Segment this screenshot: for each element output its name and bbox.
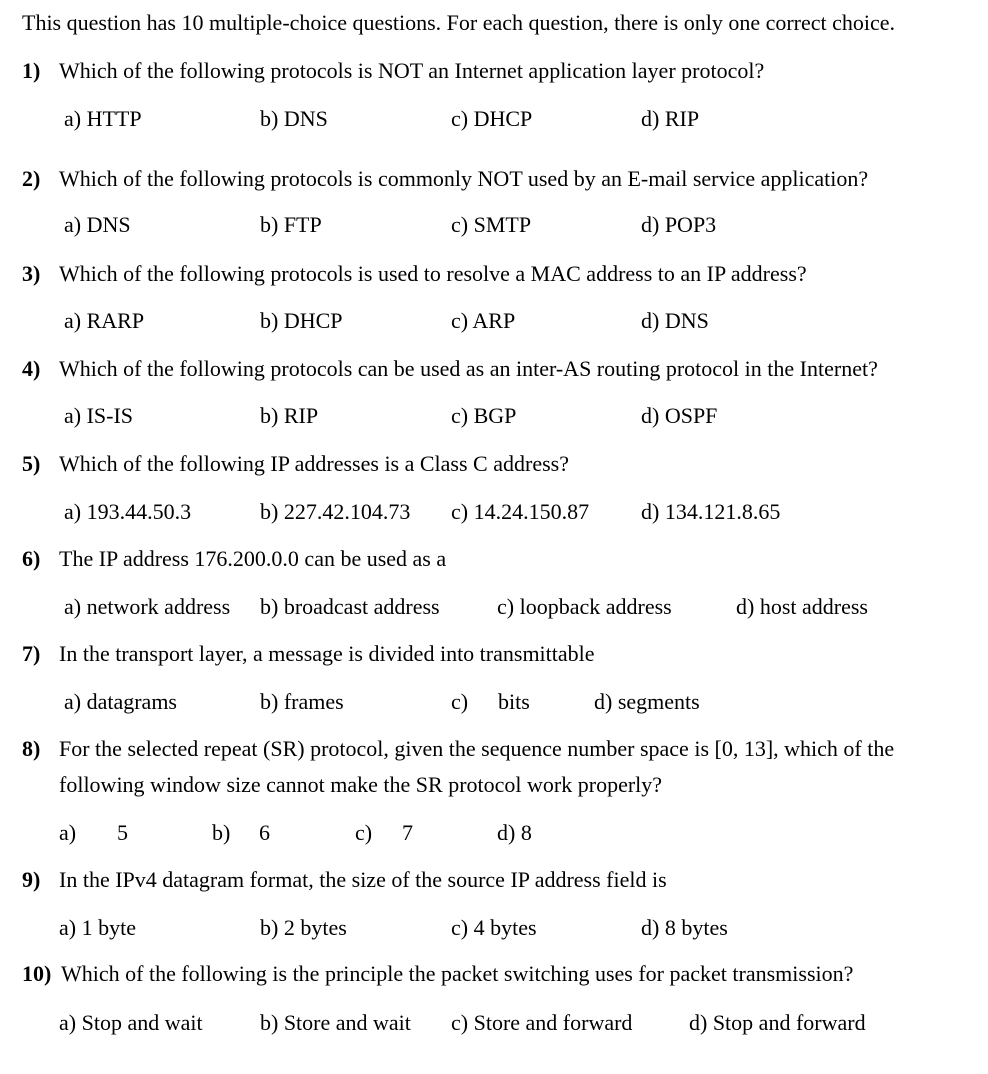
question-text: Which of the following IP addresses is a Class C address? xyxy=(59,451,569,476)
option-a-label: a) xyxy=(59,820,77,845)
option-d: d) host address xyxy=(736,594,868,619)
option-a: a) datagrams xyxy=(64,689,177,714)
option-d: d) POP3 xyxy=(641,212,717,237)
option-d: d) RIP xyxy=(641,106,700,131)
option-a: a) HTTP xyxy=(64,106,142,131)
option-a: a) 193.44.50.3 xyxy=(64,499,192,524)
option-b: b) broadcast address xyxy=(260,594,440,619)
question-number: 6) xyxy=(22,546,41,571)
question-text-line-2: following window size cannot make the SR protocol work properly? xyxy=(59,772,663,797)
option-a: a) 1 byte xyxy=(59,915,136,940)
option-c: c) 4 bytes xyxy=(451,915,537,940)
question-text: Which of the following protocols is NOT an Internet application layer protocol? xyxy=(59,58,765,83)
option-b: b) 2 bytes xyxy=(260,915,347,940)
option-c: c) SMTP xyxy=(451,212,532,237)
option-b: b) FTP xyxy=(260,212,322,237)
option-a: a) network address xyxy=(64,594,231,619)
option-d: d) segments xyxy=(594,689,700,714)
question-text: Which of the following protocols can be used as an inter-AS routing protocol in the Internet? xyxy=(59,356,878,381)
option-b: b) Store and wait xyxy=(260,1010,411,1035)
option-b: b) RIP xyxy=(260,403,319,428)
question-number: 3) xyxy=(22,261,41,286)
option-c-label: c) xyxy=(451,689,469,714)
option-d: d) 8 xyxy=(497,820,532,845)
option-c: c) BGP xyxy=(451,403,517,428)
option-b: b) DNS xyxy=(260,106,328,131)
option-b-value: 6 xyxy=(259,820,270,845)
option-b: b) DHCP xyxy=(260,308,343,333)
question-text: Which of the following protocols is used to resolve a MAC address to an IP address? xyxy=(59,261,807,286)
question-number: 1) xyxy=(22,58,41,83)
option-b-label: b) xyxy=(212,820,231,845)
option-d: d) OSPF xyxy=(641,403,718,428)
question-number: 4) xyxy=(22,356,41,381)
question-text-line-1: For the selected repeat (SR) protocol, given the sequence number space is [0, 13], which of the xyxy=(59,736,895,761)
question-text: Which of the following protocols is commonly NOT used by an E-mail service application? xyxy=(59,166,869,191)
option-a: a) DNS xyxy=(64,212,131,237)
option-b: b) frames xyxy=(260,689,344,714)
option-a-value: 5 xyxy=(117,820,128,845)
option-c-label: c) xyxy=(355,820,373,845)
option-c-value: 7 xyxy=(402,820,413,845)
option-c: c) Store and forward xyxy=(451,1010,633,1035)
option-c: c) DHCP xyxy=(451,106,533,131)
option-d: d) Stop and forward xyxy=(689,1010,866,1035)
question-text: Which of the following is the principle the packet switching uses for packet transmission? xyxy=(61,961,854,986)
option-a: a) Stop and wait xyxy=(59,1010,203,1035)
option-d: d) 134.121.8.65 xyxy=(641,499,781,524)
question-number: 5) xyxy=(22,451,41,476)
option-a: a) RARP xyxy=(64,308,145,333)
question-number: 7) xyxy=(22,641,41,666)
question-number: 9) xyxy=(22,867,41,892)
option-c-value: bits xyxy=(498,689,530,714)
option-b: b) 227.42.104.73 xyxy=(260,499,411,524)
question-text: In the IPv4 datagram format, the size of the source IP address field is xyxy=(59,867,667,892)
option-c: c) 14.24.150.87 xyxy=(451,499,590,524)
option-d: d) 8 bytes xyxy=(641,915,728,940)
intro-text: This question has 10 multiple-choice questions. For each question, there is only one correct choice. xyxy=(22,10,896,35)
option-c: c) loopback address xyxy=(497,594,672,619)
question-number: 2) xyxy=(22,166,41,191)
question-text: The IP address 176.200.0.0 can be used as a xyxy=(59,546,447,571)
question-text: In the transport layer, a message is divided into transmittable xyxy=(59,641,595,666)
question-number: 10) xyxy=(22,961,52,986)
option-c: c) ARP xyxy=(451,308,516,333)
option-a: a) IS-IS xyxy=(64,403,134,428)
option-d: d) DNS xyxy=(641,308,709,333)
question-number: 8) xyxy=(22,736,41,761)
